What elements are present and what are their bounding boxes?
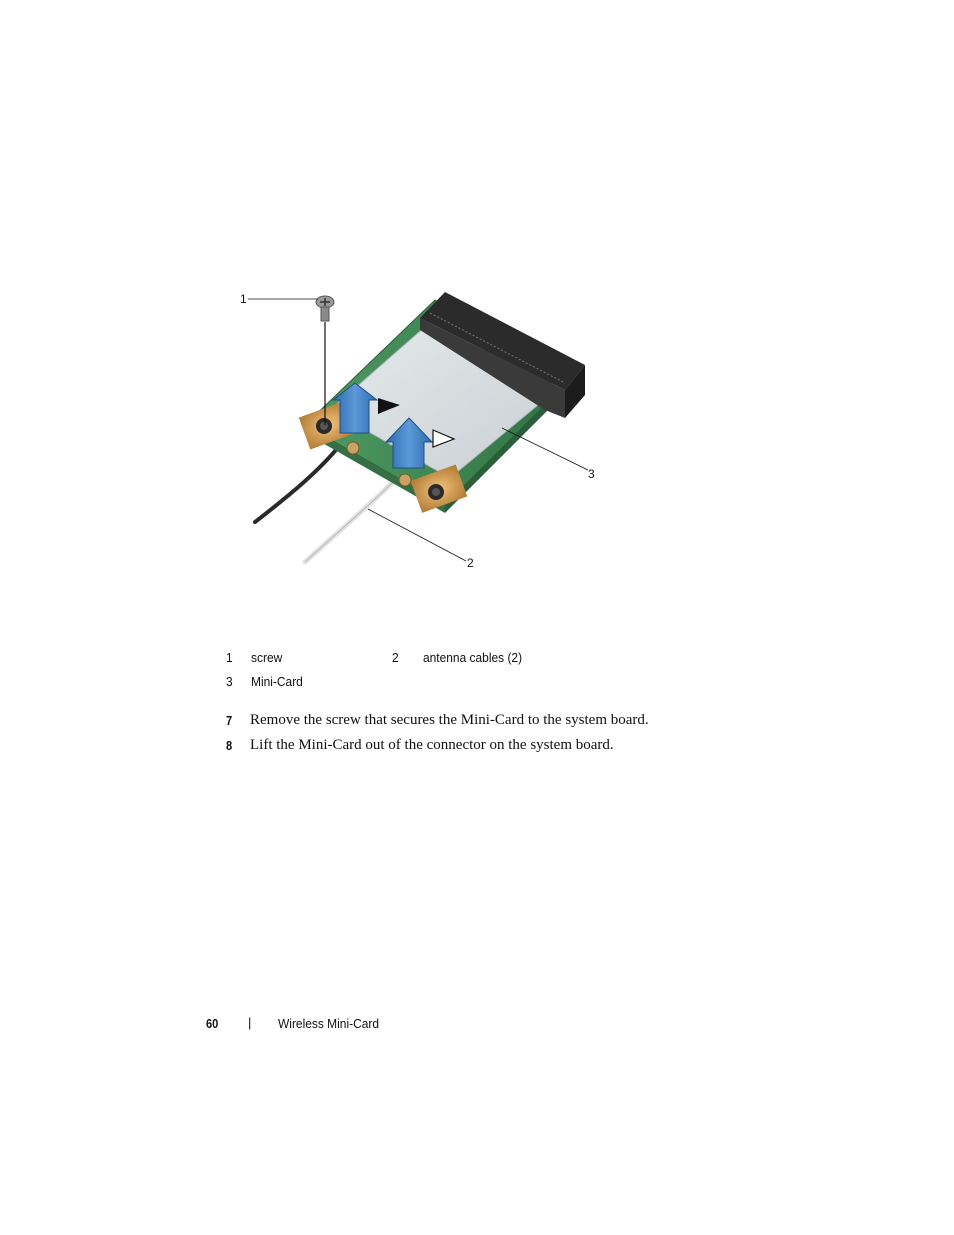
page-number: 60 bbox=[206, 1016, 219, 1031]
section-title: Wireless Mini-Card bbox=[278, 1016, 380, 1031]
step-text: Remove the screw that secures the Mini-Card to the system board. bbox=[250, 712, 649, 728]
legend-label: screw bbox=[251, 650, 283, 665]
callout-3: 3 bbox=[588, 467, 595, 481]
legend-num: 2 bbox=[392, 650, 399, 665]
legend-num: 3 bbox=[226, 674, 233, 689]
legend-label: antenna cables (2) bbox=[423, 650, 523, 665]
callout-2: 2 bbox=[467, 556, 474, 570]
step-text: Lift the Mini-Card out of the connector on the system board. bbox=[250, 737, 614, 753]
callout-1: 1 bbox=[240, 292, 247, 306]
footer-separator: | bbox=[248, 1015, 252, 1030]
step-number: 7 bbox=[226, 713, 233, 728]
legend-label: Mini-Card bbox=[251, 674, 303, 689]
step-number: 8 bbox=[226, 738, 233, 753]
legend-num: 1 bbox=[226, 650, 233, 665]
black-antenna-cable bbox=[255, 445, 340, 522]
screw-icon bbox=[316, 296, 334, 321]
